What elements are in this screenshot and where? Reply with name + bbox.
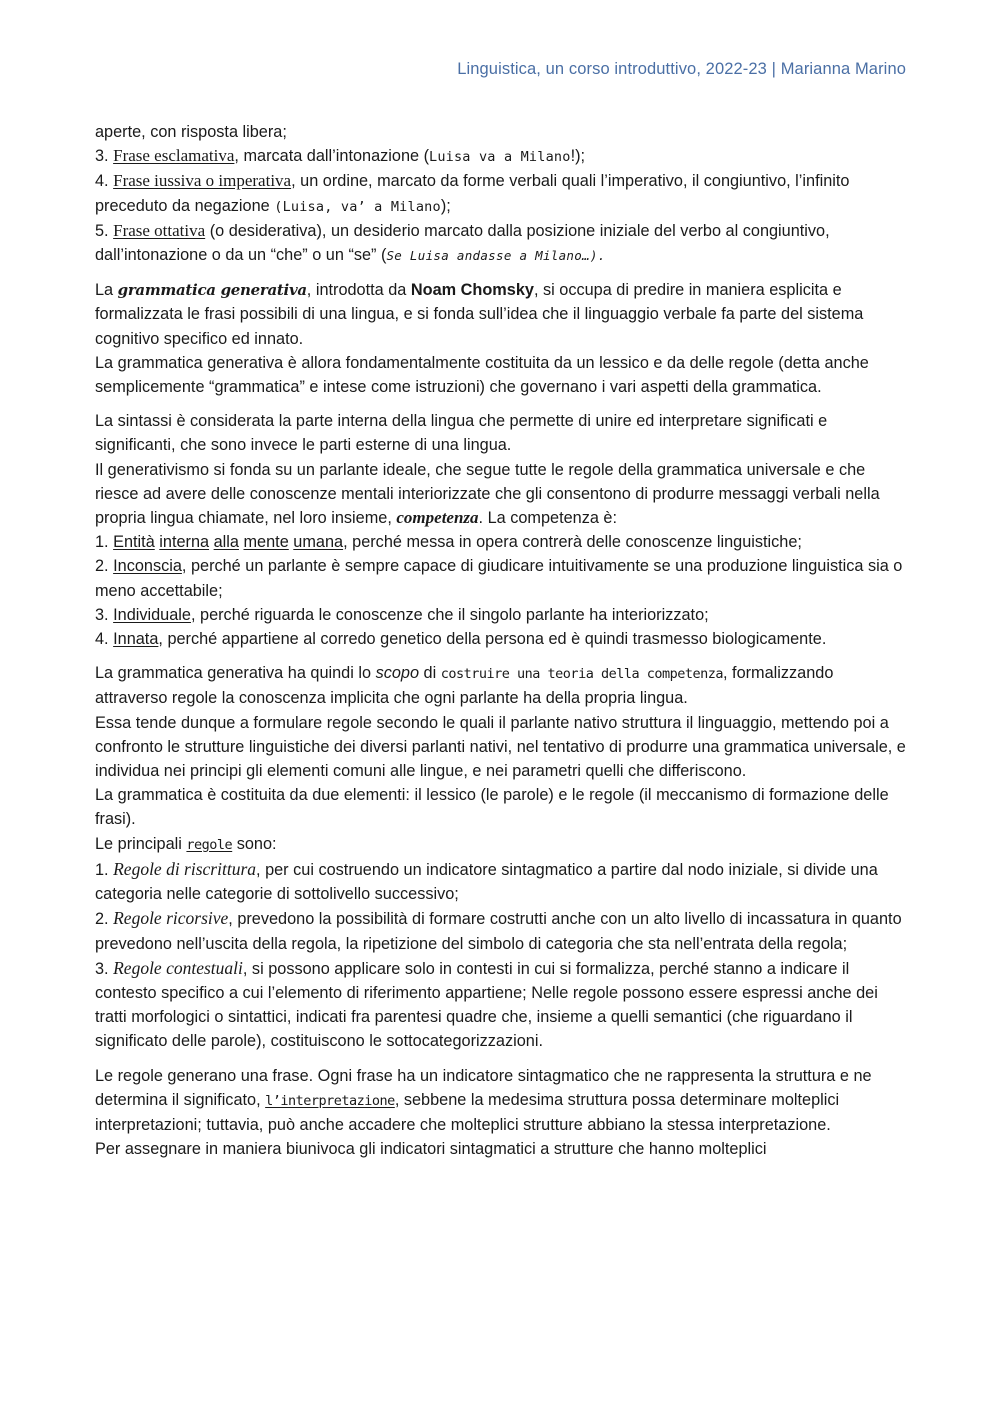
interpretation-section <box>95 1064 910 1162</box>
document-body <box>95 120 910 1161</box>
text: , perché appartiene al corredo genetico della persona ed è quindi trasmesso biologicamente. <box>158 630 827 649</box>
text: , perché un parlante è sempre capace di giudicare intuitivamente se una produzione linguistica sia o meno accettabile; <box>95 557 903 600</box>
list-number: 3. <box>95 959 114 978</box>
text: , prevedono la possibilità di formare costrutti anche con un alto livello di incassatura in quanto prevedono nell’uscita della regola, la ripetizione del simbolo di categoria che sta nell’entrata della regola; <box>95 910 902 953</box>
term: Regole ricorsive <box>113 908 229 929</box>
term: interna <box>159 533 210 552</box>
text: sono: <box>232 834 277 853</box>
paragraph: La grammatica è costituita da due elementi: il lessico (le parole) e le regole (il meccanismo di formazione delle frasi). <box>95 786 889 829</box>
term: alla <box>213 533 239 552</box>
term: mente <box>243 533 289 552</box>
term: Innata <box>113 630 159 649</box>
author-name: Noam Chomsky <box>410 281 534 300</box>
term: grammatica generativa <box>117 281 307 300</box>
list-number: 3. <box>95 605 114 624</box>
paragraph <box>95 278 910 351</box>
list-number: 1. <box>95 860 114 879</box>
text: , si occupa di predire in maniera esplicita e formalizzata le frasi possibili di una lingua, e si fonda sull’idea che il linguaggio verbale fa parte del sistema cognitivo specifico ed innato. <box>95 281 864 348</box>
term: Frase iussiva o imperativa <box>113 171 292 191</box>
text: , sebbene la medesima struttura possa determinare molteplici interpretazioni; tuttavia, può anche accadere che molteplici strutture abbiano la stessa interpretazione. <box>95 1090 840 1134</box>
text: ); <box>440 196 451 215</box>
text: Le principali <box>95 834 187 853</box>
generative-grammar-section <box>95 278 910 399</box>
term: l’interpretazione <box>265 1092 395 1109</box>
term: competenza <box>396 508 479 528</box>
list-number: 4. <box>95 172 114 191</box>
term: Frase ottativa <box>113 220 206 240</box>
competence-section <box>95 409 910 651</box>
paragraph: Essa tende dunque a formulare regole secondo le quali il parlante nativo struttura il linguaggio, mettendo poi a confronto le strutture linguistiche dei diversi parlanti nativi, nel tentativo di produrre una grammatica universale, e individua nei principi gli elementi comuni alle lingue, e nei parametri quelli che differiscono. <box>95 713 906 781</box>
text-line: aperte, con risposta libera; <box>95 123 287 141</box>
text: , si possono applicare solo in contesti in cui si formalizza, perché stanno a indicare il contesto specifico a cui l’elemento di riferimento appartiene; Nelle regole possono essere espressi anche dei tratti morfologici o sintattici, indicati fra parentesi quadre che, insieme a quelli semantici (che riguardano il significato delle parole), costituiscono le sottocategorizzazioni. <box>95 959 878 1051</box>
list-number: 3. <box>95 147 114 166</box>
paragraph: La grammatica generativa è allora fondamentalmente costituita da un lessico e da delle regole (detta anche semplicemente “grammatica” e intese come istruzioni) che governano i vari aspetti della grammatica. <box>95 353 869 397</box>
text: , formalizzando attraverso regole la conoscenza implicita che ogni parlante ha della propria lingua. <box>95 664 834 708</box>
term: Individuale <box>113 605 191 624</box>
text: , perché messa in opera contrerà delle conoscenze linguistiche; <box>343 533 802 552</box>
list-item <box>95 554 910 602</box>
paragraph <box>95 458 910 531</box>
text: , per cui costruendo un indicatore sintagmatico a partire dal nodo iniziale, si divide una categoria nelle categorie di sottolivello successivo; <box>95 860 878 904</box>
list-number: 5. <box>95 221 114 240</box>
list-item <box>95 857 910 906</box>
example: (Luisa, va’ a Milano <box>274 198 441 215</box>
paragraph: Per assegnare in maniera biunivoca gli indicatori sintagmatici a strutture che hanno molteplici <box>95 1140 767 1159</box>
text: (o desiderativa), un desiderio marcato dalla posizione iniziale del verbo al congiuntivo, dall’intonazione o da un “che” o un “se” ( <box>95 221 830 265</box>
term: Inconscia <box>113 557 182 576</box>
rules-section <box>95 661 910 1053</box>
text: , marcata dall’intonazione ( <box>234 147 429 166</box>
example: Se Luisa andasse a Milano…). <box>386 248 606 264</box>
text: Il generativismo si fonda su un parlante ideale, che segue tutte le regole della grammatica universale e che riesce ad avere delle conoscenze mentali interiorizzate che gli consentono di produrre messaggi verbali nella propria lingua chiamate, nel loro insieme, <box>95 460 880 528</box>
text: , perché riguarda le conoscenze che il singolo parlante ha interiorizzato; <box>190 605 709 624</box>
example: Luisa va a Milano <box>429 149 571 166</box>
term: scopo <box>375 664 420 683</box>
list-number: 2. <box>95 910 114 929</box>
text: !); <box>570 147 586 166</box>
term: Regole di riscrittura <box>113 858 257 879</box>
list-item <box>95 219 910 268</box>
paragraph <box>95 832 910 857</box>
list-number: 2. <box>95 557 114 576</box>
list-item <box>95 906 910 955</box>
text: . La competenza è: <box>478 509 618 528</box>
list-item <box>95 169 910 218</box>
term: Entità <box>113 533 155 552</box>
text: La <box>95 281 118 300</box>
term: Frase esclamativa <box>113 146 235 166</box>
term: regole <box>186 836 233 853</box>
text: La grammatica generativa ha quindi lo <box>95 664 376 683</box>
list-item <box>95 530 910 554</box>
paragraph: La sintassi è considerata la parte interna della lingua che permette di unire ed interpretare significati e significanti, che sono invece le parti esterne di una lingua. <box>95 412 828 455</box>
list-number: 4. <box>95 630 114 649</box>
text: di <box>419 664 441 683</box>
term: costruire una teoria della competenza <box>440 666 723 683</box>
text: , introdotta da <box>306 281 411 300</box>
paragraph <box>95 1064 910 1138</box>
list-item <box>95 144 910 169</box>
list-number: 1. <box>95 533 114 552</box>
text: , un ordine, marcato da forme verbali quali l’imperativo, il congiuntivo, l’infinito preceduto da negazione <box>95 172 850 215</box>
term: Regole contestuali <box>113 957 243 978</box>
list-item <box>95 956 910 1054</box>
text: Le regole generano una frase. Ogni frase ha un indicatore sintagmatico che ne rappresenta la struttura e ne determina il significato, <box>95 1066 872 1109</box>
paragraph <box>95 661 910 710</box>
list-item <box>95 603 910 627</box>
term: umana <box>293 533 344 552</box>
page-header: Linguistica, un corso introduttivo, 2022-23 | Marianna Marino <box>457 60 906 78</box>
list-item <box>95 627 910 651</box>
sentence-types-section <box>95 120 910 268</box>
